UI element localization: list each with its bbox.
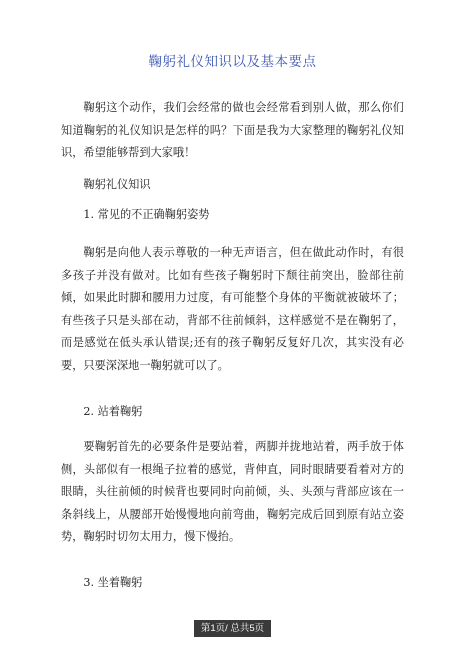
- section-heading-1: 1. 常见的不正确鞠躬姿势: [83, 208, 210, 221]
- page-indicator: 第1页/ 总共5页: [194, 620, 271, 637]
- paragraph-2: 要鞠躬首先的必要条件是要站着，两脚并拢地站着，两手放于体侧，头部似有一根绳子拉着的感觉，背伸直，同时眼睛要看着对方的眼睛，头往前倾的时候背也要同时向前倾，头、头颈与背部应该在一条斜线上，从腰部开始慢慢地向前弯曲，鞠躬完成后回到原有站立姿势，鞠躬时切勿太用力，慢下慢抬。: [61, 440, 404, 543]
- intro-paragraph: 鞠躬这个动作，我们会经常的做也会经常看到别人做，那么你们知道鞠躬的礼仪知识是怎样的吗？下面是我为大家整理的鞠躬礼仪知识，希望能够帮到大家哦！: [61, 101, 404, 159]
- page-footer: [0, 616, 465, 637]
- section-heading-3: 3. 坐着鞠躬: [83, 576, 143, 589]
- section-heading-main: 鞠躬礼仪知识: [83, 178, 151, 191]
- section-heading-2: 2. 站着鞠躬: [83, 405, 143, 418]
- document-title: 鞠躬礼仪知识以及基本要点: [148, 54, 317, 70]
- paragraph-1: 鞠躬是向他人表示尊敬的一种无声语言，但在做此动作时，有很多孩子并没有做对。比如有些孩子鞠躬时下颓往前突出，脸部往前倾，如果此时脚和腰用力过度，有可能整个身体的平衡就被破坏了；有些孩子只是头部在动，背部不往前倾斜，这样感觉不是在鞠躬了，而是感觉在低头承认错误;还有的孩子鞠躬反复好几次，其实没有必要，只要深深地一鞠躬就可以了。: [61, 246, 404, 372]
